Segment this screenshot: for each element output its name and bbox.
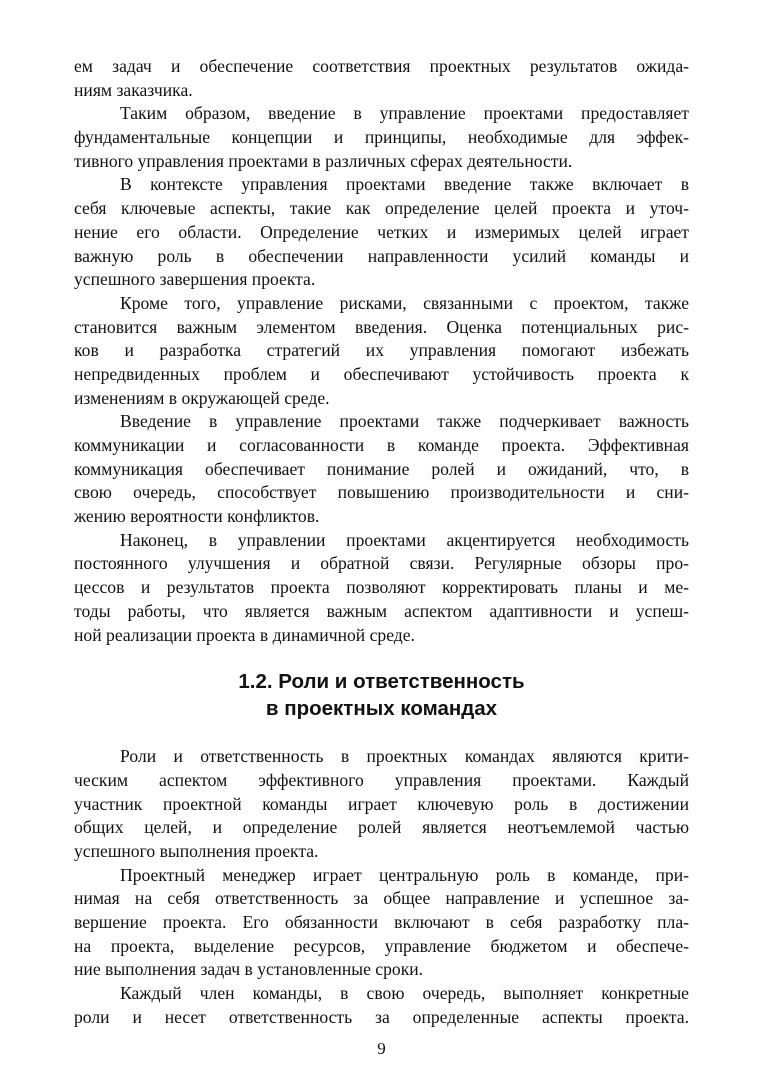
text-line: ков и разработка стратегий их управления помогают избежать	[74, 340, 689, 361]
text-line: участник проектной команды играет ключевую роль в достижении	[74, 793, 689, 814]
section-heading	[74, 668, 689, 722]
text-line: постоянного улучшения и обратной связи. Регулярные обзоры про-	[74, 553, 689, 574]
paragraph	[74, 173, 689, 291]
body-text-before-heading	[74, 55, 689, 647]
text-line: коммуникации и согласованности в команде проекта. Эффективная	[74, 435, 689, 455]
text-line: свою очередь, способствует повышению производительности и сни-	[74, 482, 689, 503]
text-line: успешного выполнения проекта.	[74, 840, 319, 861]
text-line: становится важным элементом введения. Оценка потенциальных рис-	[74, 316, 689, 337]
text-line: цессов и результатов проекта позволяют корректировать планы и ме-	[74, 577, 689, 598]
text-line: ниям заказчика.	[74, 79, 193, 100]
paragraph	[74, 529, 689, 647]
paragraph	[74, 102, 689, 173]
paragraph	[74, 55, 689, 102]
section-heading-line-2: в проектных командах	[265, 697, 498, 721]
text-line: себя ключевые аспекты, такие как определение целей проекта и уточ-	[74, 198, 689, 219]
text-line: общих целей, и определение ролей является неотъемлемой частью	[74, 817, 689, 838]
text-line: вершение проекта. Его обязанности включают в себя разработку пла-	[74, 912, 689, 932]
text-line: жению вероятности конфликтов.	[74, 506, 320, 527]
text-line: ние выполнения задач в установленные сроки.	[74, 959, 424, 980]
text-line: ной реализации проекта в динамичной среде.	[74, 624, 415, 645]
page-number: 9	[377, 1039, 386, 1058]
text-line: ем задач и обеспечение соответствия проектных результатов ожида-	[74, 56, 689, 76]
text-line: нимая на себя ответственность за общее направление и успешное за-	[74, 888, 689, 909]
text-line: Таким образом, введение в управление проектами предоставляет	[120, 103, 689, 124]
paragraph	[74, 292, 689, 410]
text-line: Кроме того, управление рисками, связанными с проектом, также	[120, 292, 689, 313]
text-line: нение его области. Определение четких и измеримых целей играет	[74, 221, 689, 242]
text-line: успешного завершения проекта.	[74, 269, 316, 290]
paragraph	[74, 982, 689, 1029]
text-line: Проектный менеджер играет центральную роль в команде, при-	[120, 864, 689, 885]
text-line: фундаментальные концепции и принципы, необходимые для эффек-	[74, 127, 689, 148]
paragraph	[74, 410, 689, 528]
text-line: Роли и ответственность в проектных командах являются крити-	[120, 746, 689, 767]
text-line: изменениям в окружающей среде.	[74, 387, 330, 408]
paragraph	[74, 745, 689, 863]
text-line: В контексте управления проектами введение также включает в	[120, 174, 689, 195]
text-line: коммуникация обеспечивает понимание ролей и ожиданий, что, в	[74, 458, 689, 479]
text-line: на проекта, выделение ресурсов, управление бюджетом и обеспече-	[74, 935, 689, 956]
page-content	[74, 55, 689, 1029]
body-text-after-heading	[74, 745, 689, 1029]
text-line: Наконец, в управлении проектами акцентируется необходимость	[120, 529, 689, 550]
section-heading-line-1: 1.2. Роли и ответственность	[238, 670, 525, 694]
text-line: важную роль в обеспечении направленности усилий команды и	[74, 245, 689, 266]
text-line: ческим аспектом эффективного управления проектами. Каждый	[74, 769, 689, 790]
text-line: тивного управления проектами в различных сферах деятельности.	[74, 150, 573, 171]
text-line: Каждый член команды, в свою очередь, выполняет конкретные	[120, 983, 689, 1004]
text-line: Введение в управление проектами также подчеркивает важность	[120, 411, 689, 432]
text-line: тоды работы, что является важным аспектом адаптивности и успеш-	[74, 600, 689, 621]
text-line: непредвиденных проблем и обеспечивают устойчивость проекта к	[74, 363, 689, 384]
text-line: роли и несет ответственность за определенные аспекты проекта.	[74, 1006, 689, 1027]
paragraph	[74, 864, 689, 982]
